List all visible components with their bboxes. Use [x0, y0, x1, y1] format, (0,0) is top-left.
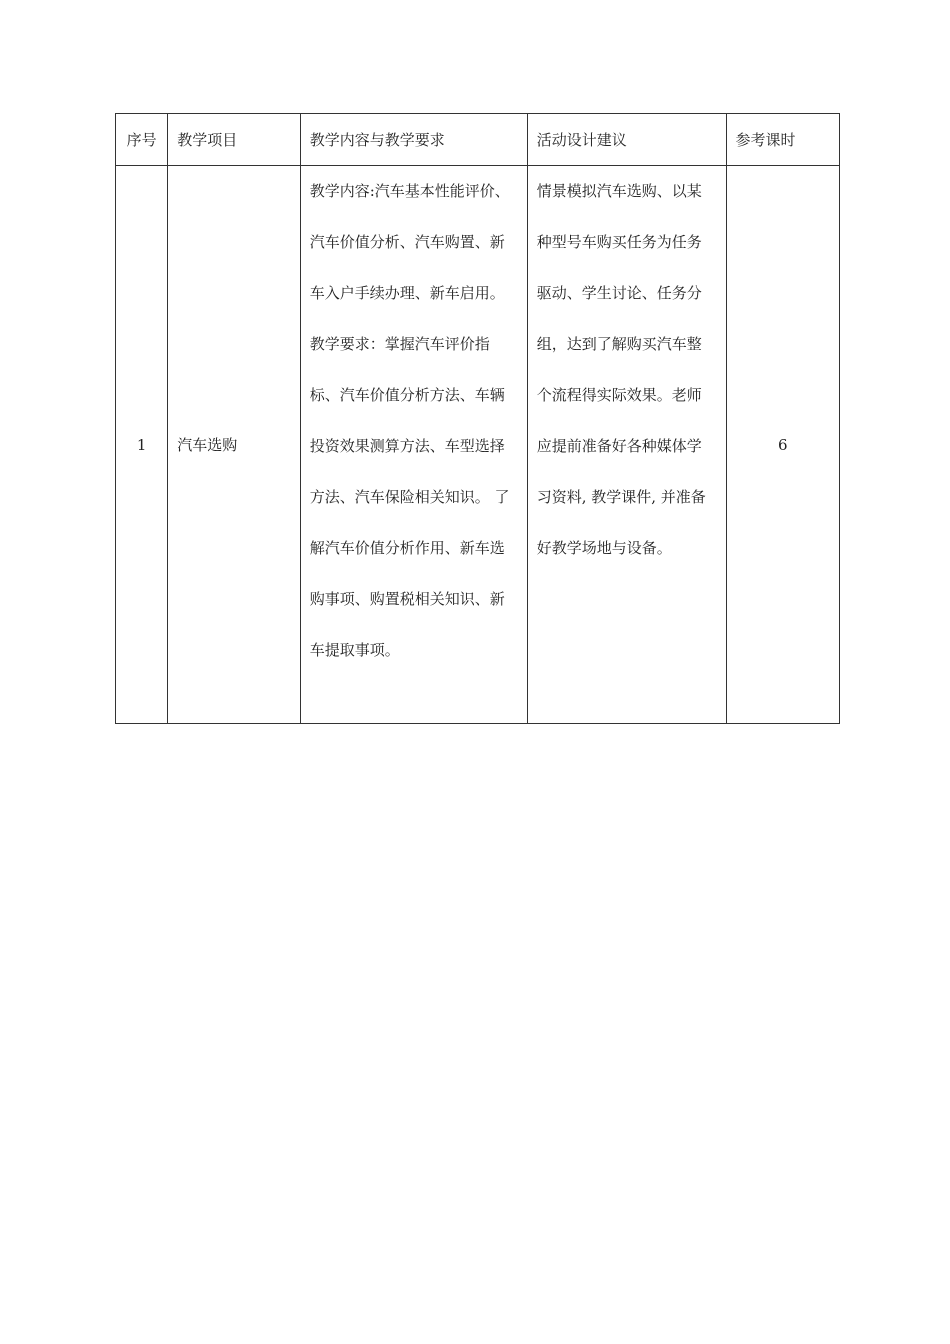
content-text: 教学内容:汽车基本性能评价、汽车价值分析、汽车购置、新车入户手续办理、新车启用。 教学要求：掌握汽车评价指标、汽车价值分析方法、车辆投资效果测算方法、车型选择方法、汽车保险相关知识。 了解汽车价值分析作用、新车选购事项、购置税相关知识、新车提取事项。	[309, 182, 510, 659]
course-table	[115, 113, 840, 724]
header-project-label: 教学项目	[177, 131, 238, 149]
cell-project	[168, 166, 301, 724]
row-number: 1	[136, 435, 147, 454]
header-hours	[726, 114, 840, 166]
table-header	[116, 114, 840, 166]
header-no	[116, 114, 168, 166]
header-row	[116, 114, 840, 166]
header-content	[300, 114, 527, 166]
header-activity-label: 活动设计建议	[536, 131, 627, 149]
header-activity	[527, 114, 726, 166]
header-hours-label: 参考课时	[735, 131, 796, 149]
cell-activity	[527, 166, 726, 724]
table-row	[116, 166, 840, 724]
header-project	[168, 114, 301, 166]
hours-value: 6	[777, 435, 788, 454]
activity-text: 情景模拟汽车选购、以某种型号车购买任务为任务驱动、学生讨论、任务分组，达到了解购买汽车整个流程得实际效果。老师应提前准备好各种媒体学习资料, 教学课件, 并准备好教学场地与设备。	[536, 182, 706, 557]
cell-no	[116, 166, 168, 724]
project-name: 汽车选购	[177, 436, 238, 454]
cell-hours	[726, 166, 840, 724]
header-content-label: 教学内容与教学要求	[309, 131, 445, 149]
header-no-label: 序号	[126, 131, 157, 149]
cell-content	[300, 166, 527, 724]
